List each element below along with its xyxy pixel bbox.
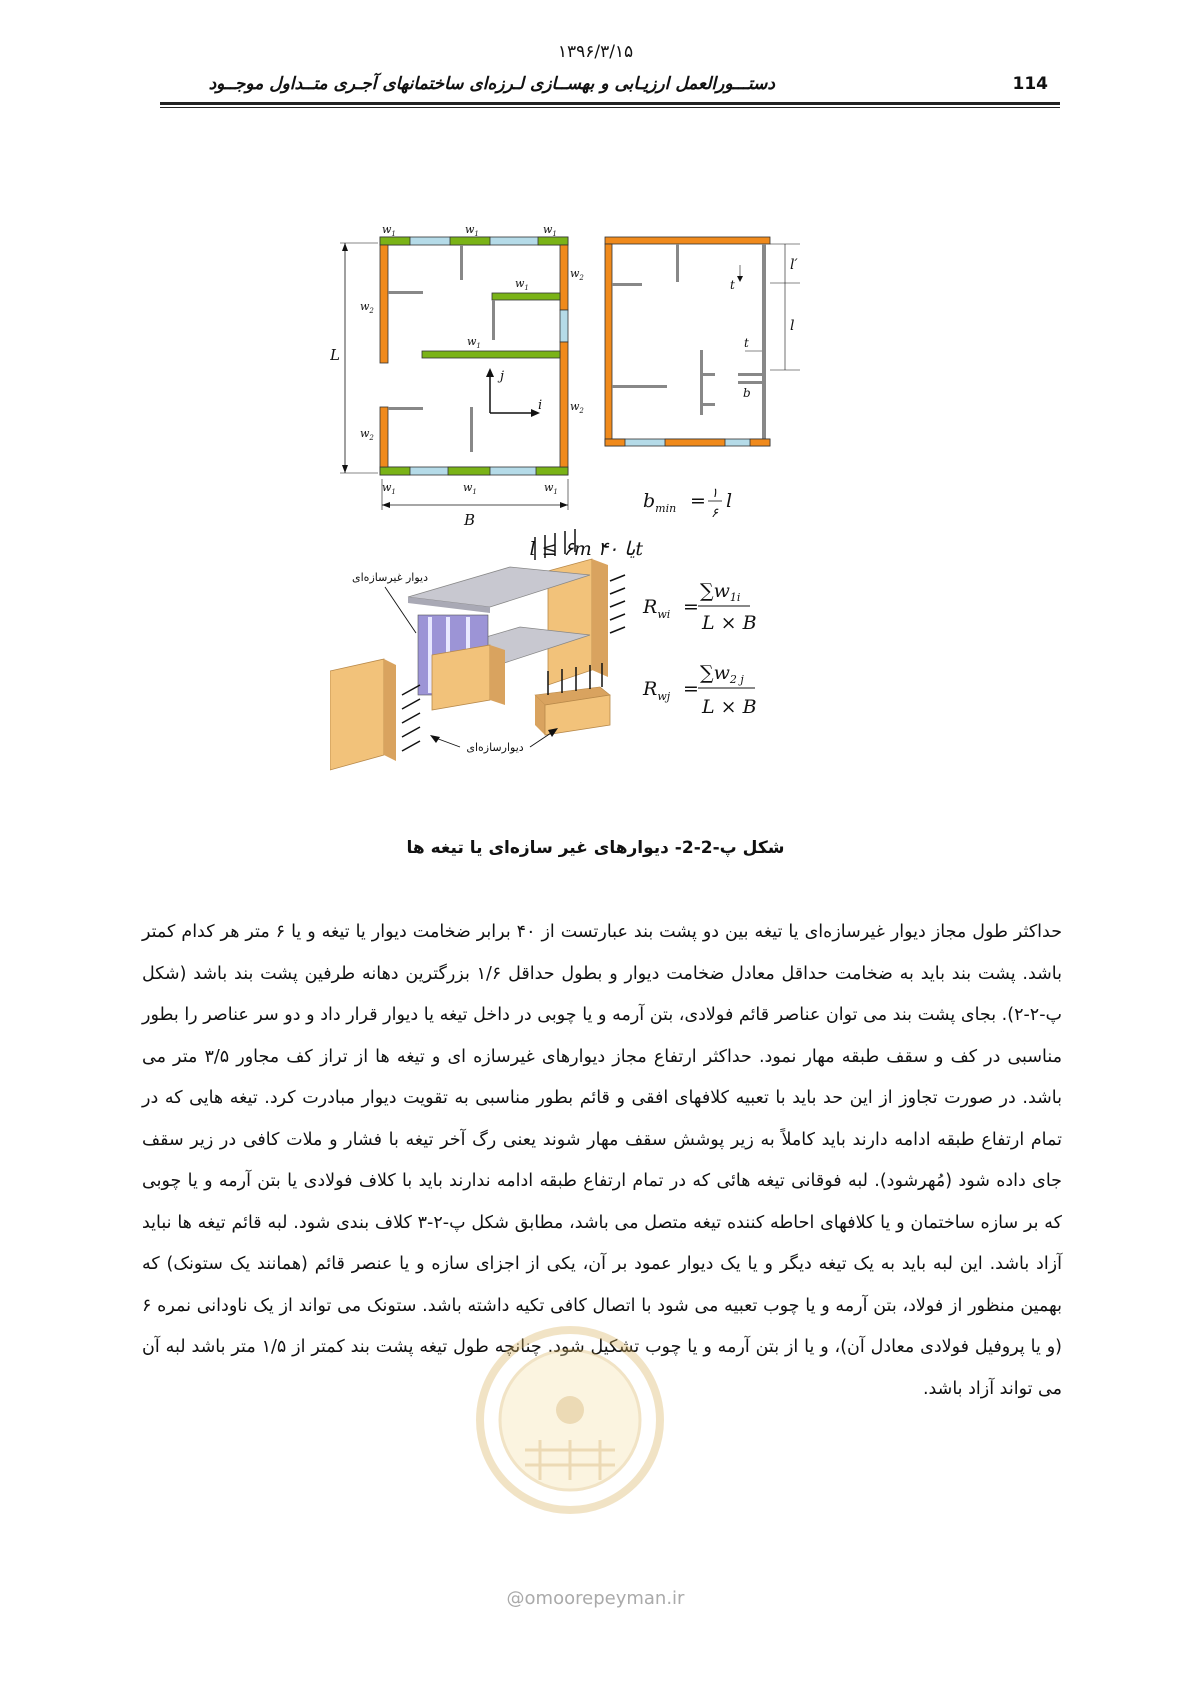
label-t-side: t <box>744 336 749 350</box>
label-j: j <box>500 369 505 384</box>
svg-text:=: = <box>690 490 706 512</box>
label-l-prime: l′ <box>790 257 798 273</box>
svg-text:=: = <box>683 678 699 700</box>
svg-text:w1: $w_1$ <box>515 277 529 292</box>
svg-text:l: l <box>726 490 733 512</box>
floor-plan-right <box>605 237 800 446</box>
header-rule-thin <box>160 107 1060 108</box>
svg-text:Rwi: $R_{wi}$ <box>643 596 671 621</box>
svg-text:w1: $w_1$ <box>463 481 477 496</box>
watermark-logo <box>470 1320 670 1520</box>
svg-text:۱: ۱ <box>711 486 718 501</box>
svg-text:w2: $w_2$ <box>570 267 584 282</box>
page-number: 114 <box>1012 74 1048 94</box>
floor-plan-left <box>330 225 584 529</box>
svg-text:∑w2 j: $\sum w_{2 j}$ <box>700 662 744 686</box>
figure-caption: شکل پ-2-2- دیوارهای غیر سازه‌ای یا تیغه ها <box>406 838 785 858</box>
label-i: i <box>538 398 543 413</box>
svg-text:w1: $w_1$ <box>382 481 396 496</box>
footer-url <box>0 1588 1191 1609</box>
label-structural-wall: دیوارسازه‌ای <box>466 741 524 754</box>
footer-url-text: omoorepeyman.ir <box>524 1588 685 1609</box>
formula-rwj-den: L × B <box>702 696 757 718</box>
svg-text:۶: ۶ <box>711 506 718 521</box>
label-L: L <box>330 346 340 364</box>
formula-rwi-den: L × B <box>702 612 757 634</box>
svg-text:w2: $w_2$ <box>360 427 374 442</box>
svg-text:w1: $w_1$ <box>544 481 558 496</box>
label-B: B <box>464 511 476 529</box>
svg-text:∑w1i: $\sum w_{1i}$ <box>700 580 741 604</box>
formula-limit: l ≤ ۶m یا ۴۰t <box>529 538 643 560</box>
label-b: b <box>743 386 751 400</box>
svg-text:w1: $w_1$ <box>543 225 557 238</box>
header-rule-thick <box>160 102 1060 105</box>
svg-text:bmin: $b_{min}$ <box>643 490 677 515</box>
label-t-top: t <box>730 278 735 292</box>
label-l: l <box>790 318 795 334</box>
svg-text:w1: $w_1$ <box>465 225 479 238</box>
running-header <box>160 72 1060 102</box>
svg-text:w2: $w_2$ <box>570 400 584 415</box>
svg-text:w2: $w_2$ <box>360 300 374 315</box>
svg-text:=: = <box>683 596 699 618</box>
label-nonstructural-wall: دیوار غیرسازه‌ای <box>352 571 428 584</box>
figure-nonstructural-walls <box>330 225 890 825</box>
svg-text:Rwj: $R_{wj}$ <box>643 678 671 703</box>
svg-text:w1: $w_1$ <box>467 335 481 350</box>
header-date: ۱۳۹۶/۳/۱۵ <box>557 42 634 62</box>
body-paragraph: حداکثر طول مجاز دیوار غیرسازه‌ای یا تیغه بین دو پشت بند عبارتست از ۴۰ برابر ضخامت دیوار یا تیغه و یا ۶ متر هر کدام کمتر باشد. پشت بند باید به ضخامت حداقل معادل ضخامت دیوار و بطول حداقل ۱/۶ بزرگترین دهانه طرفین پشت بند باشد (شکل پ-۲-۲). بجای پشت بند می توان عناصر قائم فولادی، بتن آرمه و یا چوبی در داخل تیغه یا دیوار قرار داد و دو سر عناصر را بطور مناسبی در کف و سقف طبقه مهار نمود. حداکثر ارتفاع مجاز دیوارهای غیرسازه ای و تیغه ها از تراز کف مجاور ۳/۵ متر می باشد. در صورت تجاوز از این حد باید با تعبیه کلافهای افقی و قائم بطور مناسبی به تقویت دیوار مبادرت کرد. تیغه هایی که در تمام ارتفاع طبقه ادامه دارند باید کاملاً به زیر پوشش سقف مهار شوند یعنی رگ آخر تیغه با فشار و ملات کافی در زیر سقف جای داده شود (مُهرشود). لبه فوقانی تیغه هائی که در تمام ارتفاع طبقه ادامه ندارند باید با کلاف فولادی یا بتن آرمه و یا چوبی که بر سازه ساختمان و یا کلافهای احاطه کننده تیغه متصل می باشد، مطابق شکل پ-۲-۳ کلاف بندی شود. لبه قائم تیغه ها نباید آزاد باشد. این لبه باید به یک تیغه دیگر و یا یک دیوار عمود بر آن، یکی از اجزای سازه و یا عنصر قائم (همانند یک ستونک) که بهمین منظور از فولاد، بتن آرمه و یا چوب تعبیه می شود با اتصال کافی تکیه داشته باشد. ستونک می تواند از یک ناودانی نمره ۶ (و یا پروفیل فولادی معادل آن)، و یا از بتن آرمه و یا چوب تشکیل شود. چنانچه طول تیغه پشت بند کمتر از ۱/۵ متر باشد لبه آن می تواند آزاد باشد. <box>142 922 1063 1399</box>
isometric-illustration <box>330 529 625 770</box>
svg-text:w1: $w_1$ <box>382 225 396 238</box>
header-title: دستـــورالعمل ارزیـابی و بهســازی لـرزه‌ای ساختمانهای آجـری متــداول موجــود <box>208 74 775 94</box>
at-icon: @ <box>506 1588 525 1609</box>
